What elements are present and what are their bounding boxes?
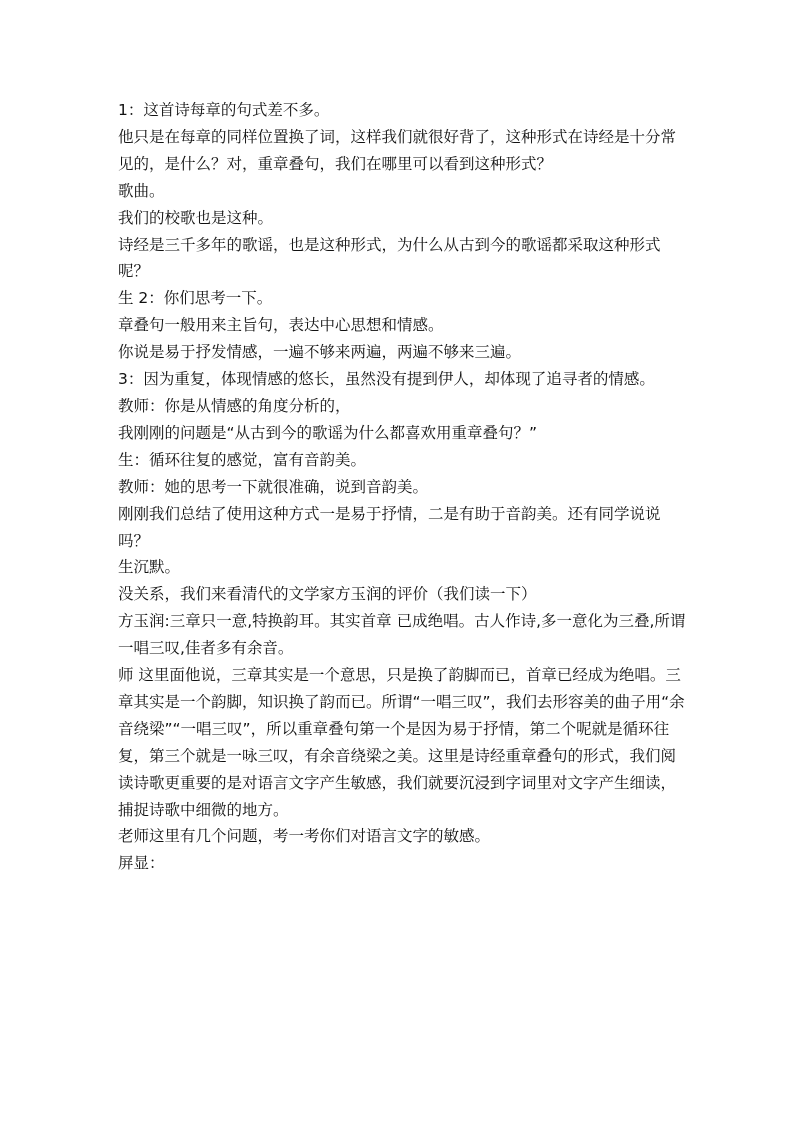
paragraph: 教师：你是从情感的角度分析的， [118, 396, 351, 415]
paragraph: 没关系，我们来看清代的文学家方玉润的评价（我们读一下） [118, 585, 537, 604]
paragraph: 3：因为重复，体现情感的悠长，虽然没有提到伊人，却体现了追寻者的情感。 [118, 370, 655, 389]
paragraph: 师 这里面他说，三章其实是一个意思，只是换了韵脚而已，首章已经成为绝唱。三章其实是一个韵脚，知识换了韵而已。所谓“一唱三叹”，我们去形容美的曲子用“余音绕梁”“一唱三叹”，所以重章叠句第一个是因为易于抒情，第二个呢就是循环往复，第三个就是一咏三叹，有余音绕梁之美。这里是诗经重章叠句的形式，我们阅读诗歌更重要的是对语言文字产生敏感，我们就要沉浸到字词里对文字产生细读，捕捉诗歌中细微的地方。 [118, 666, 685, 819]
paragraph: 我刚刚的问题是“从古到今的歌谣为什么都喜欢用重章叠句？” [118, 423, 538, 442]
paragraph: 1：这首诗每章的句式差不多。 [118, 101, 330, 119]
paragraph: 你说是易于抒发情感，一遍不够来两遍，两遍不够来三遍。 [118, 343, 522, 362]
paragraph: 刚刚我们总结了使用这种方式一是易于抒情，二是有助于音韵美。还有同学说说吗？ [118, 504, 661, 550]
paragraph: 老师这里有几个问题，考一考你们对语言文字的敏感。 [118, 827, 491, 846]
paragraph: 生 2：你们思考一下。 [118, 289, 273, 308]
paragraph: 章叠句一般用来主旨句，表达中心思想和情感。 [118, 316, 444, 335]
paragraph: 他只是在每章的同样位置换了词，这样我们就很好背了，这种形式在诗经是十分常见的，是什么？对，重章叠句，我们在哪里可以看到这种形式？ [118, 127, 677, 173]
paragraph: 生沉默。 [118, 558, 181, 577]
document-body [118, 97, 688, 877]
paragraph: 方玉润:三章只一意,特换韵耳。其实首章 已成绝唱。古人作诗,多一意化为三叠,所谓一唱三叹,佳者多有余音。 [118, 612, 686, 658]
paragraph: 屏显： [118, 854, 165, 873]
paragraph: 诗经是三千多年的歌谣，也是这种形式，为什么从古到今的歌谣都采取这种形式呢？ [118, 235, 661, 281]
paragraph: 我们的校歌也是这种。 [118, 208, 274, 227]
paragraph: 生：循环往复的感觉，富有音韵美。 [118, 450, 367, 469]
paragraph: 教师：她的思考一下就很准确，说到音韵美。 [118, 477, 429, 496]
paragraph: 歌曲。 [118, 181, 165, 200]
